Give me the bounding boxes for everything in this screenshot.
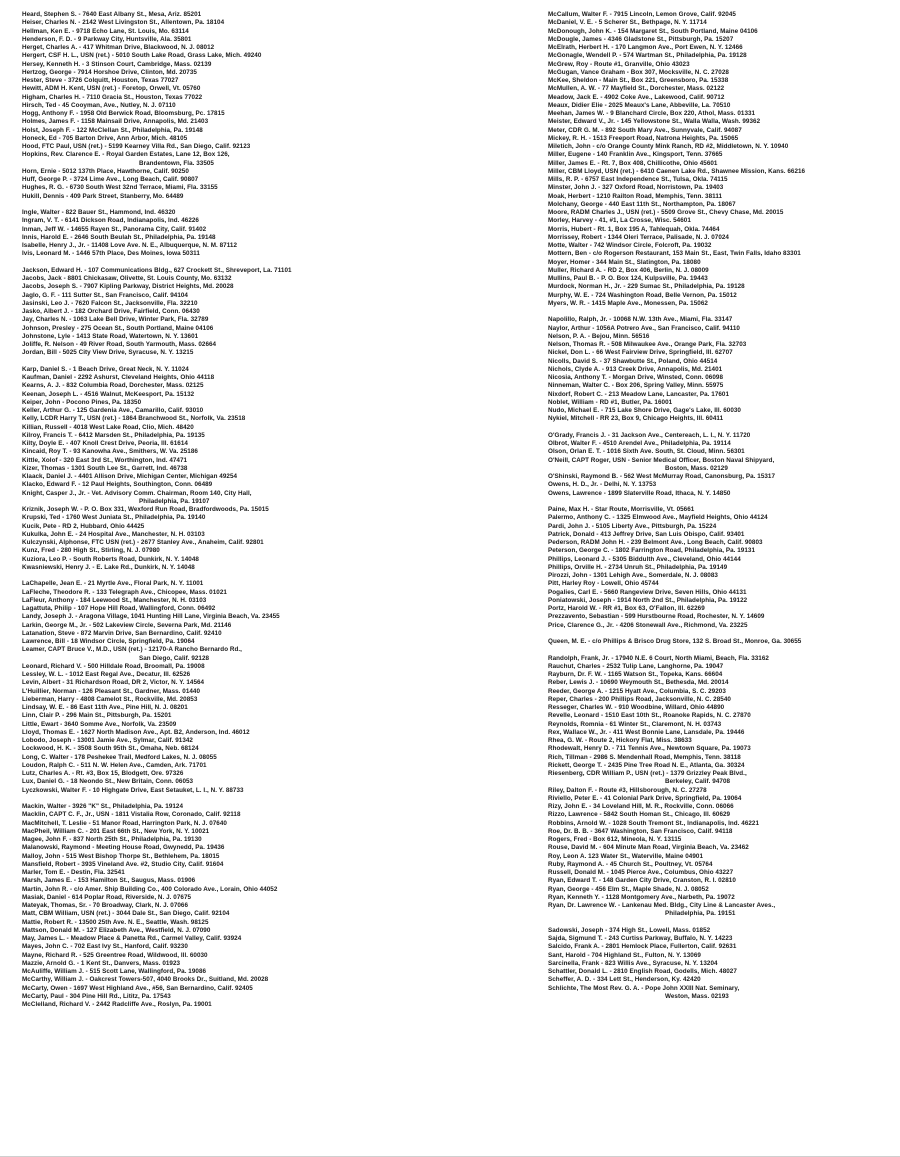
section-gap — [548, 646, 900, 654]
directory-entry: Honeck, Ed - 705 Barton Drive, Ann Arbor, Mich. 48105 — [22, 134, 188, 142]
section-gap — [22, 201, 422, 209]
directory-entry: Schattler, Donald L. - 2810 English Road, Godells, Mich. 48027 — [548, 968, 737, 975]
directory-entry: Meaux, Didier Elie - 2025 Meaux's Lane, Abbeville, La. 70510 — [548, 101, 731, 109]
directory-entry: Keenan, Joseph L. - 4516 Walnut, McKeesport, Pa. 15132 — [22, 390, 195, 398]
directory-entry: Meister, Edward V., Jr. - 145 Yellowstone St., Walla Walla, Wash. 99362 — [548, 118, 761, 126]
directory-entry: Jasinski, Leo J. - 7620 Falcon St., Jacksonville, Fla. 32210 — [22, 299, 198, 307]
directory-entry: MacPheil, William C. - 201 East 66th St., New York, N. Y. 10021 — [22, 827, 210, 835]
directory-entry: Ruby, Raymond A. - 45 Church St., Poultney, Vt. 05764 — [548, 860, 713, 868]
directory-entry: Meter, CDR G. M. - 892 South Mary Ave., Sunnyvale, Calif. 94087 — [548, 126, 742, 134]
directory-entry: Linn, Clair P. - 296 Main St., Pittsburgh, Pa. 15201 — [22, 712, 172, 720]
directory-entry: Rogers, Fred - Box 612, Mineola, N. Y. 13115 — [548, 836, 682, 843]
directory-entry: Kwasniewski, Henry J. - E. Lake Rd., Dunkirk, N. Y. 14048 — [22, 563, 195, 571]
directory-entry: Jay, Charles N. - 1063 Lake Bell Drive, Winter Park, Fla. 32789 — [22, 316, 209, 324]
letter-section — [548, 11, 900, 308]
directory-entry: Herget, Charles A. - 417 Whitman Drive, Blackwood, N. J. 08012 — [22, 44, 215, 51]
directory-entry: LaFleche, Theodore R. - 133 Telegraph Ave., Chicopee, Mass. 01021 — [22, 588, 227, 596]
section-gap — [548, 630, 900, 638]
directory-entry: Inman, Jeff W. - 14655 Rayen St., Panorama City, Calif. 91402 — [22, 225, 207, 233]
directory-entry: Moyer, Homer - 344 Main St., Slatington, Pa. 18080 — [548, 258, 701, 266]
directory-entry: Reper, Charles - 200 Phillips Road, Jacksonville, N. C. 28540 — [548, 695, 731, 703]
directory-entry: Johnson, Presley - 275 Ocean St., South Portland, Maine 04106 — [22, 324, 214, 332]
directory-entry: Kuziora, Leo P. - South Roberts Road, Dunkirk, N. Y. 14048 — [22, 555, 199, 563]
directory-entry: Malanowski, Raymond - Meeting House Road, Gwynedd, Pa. 19436 — [22, 844, 225, 852]
directory-entry: Morris, Hubert - Rt. 1, Box 195 A, Tahlequah, Okla. 74464 — [548, 225, 720, 233]
directory-entry: Ryan, Dr. Lawrence W. - Lankenau Med. Bldg., City Line & Lancaster Aves., — [548, 902, 776, 909]
directory-entry: Henderson, F. D. - 9 Parkway City, Huntsville, Ala. 35801 — [22, 35, 192, 43]
directory-entry: Mansfield, Robert - 3935 Vineland Ave. #2, Studio City, Calif. 91604 — [22, 860, 224, 868]
directory-entry: Hopkins, Rev. Clarence E. - Royal Garden Estates, Lane 12, Box 126, — [22, 151, 230, 159]
directory-entry: McGrew, Roy - Route #1, Granville, Ohio 43023 — [548, 60, 690, 68]
directory-entry: Phillips, Orville H. - 2734 Unruh St., Philadelphia, Pa. 19149 — [548, 563, 728, 571]
directory-entry: Sajda, Sigmund T. - 243 Curtiss Parkway, Buffalo, N. Y. 14223 — [548, 935, 733, 942]
directory-entry: Rich, Tillman - 2986 S. Mendenhall Road, Memphis, Tenn. 38118 — [548, 753, 741, 761]
directory-entry: Salcido, Frank A. - 2801 Hemlock Place, Fullerton, Calif. 92631 — [548, 943, 737, 951]
directory-entry: Mayes, John C. - 702 East Ivy St., Hanford, Calif. 93230 — [22, 943, 188, 951]
directory-entry: Queen, M. E. - c/o Phillips & Brisco Drug Store, 132 S. Broad St., Monroe, Ga. 30655 — [548, 638, 802, 645]
directory-entry: Riley, Dalton F. - Route #3, Hillsborough, N. C. 27278 — [548, 786, 707, 794]
directory-entry: Hellman, Ken E. - 9718 Echo Lane, St. Louis, Mo. 63114 — [22, 27, 189, 35]
directory-entry: Loudon, Ralph C. - 511 N. W. Helen Ave., Camden, Ark. 71701 — [22, 761, 207, 769]
directory-entry: L'Huillier, Norman - 126 Pleasant St., Gardner, Mass. 01440 — [22, 687, 201, 695]
directory-entry: Kearns, A. J. - 832 Columbia Road, Dorchester, Mass. 02125 — [22, 382, 204, 390]
directory-entry: Joliffe, R. Nelson - 49 River Road, South Yarmouth, Mass. 02664 — [22, 341, 217, 348]
directory-entry: Randolph, Frank, Jr. - 17940 N.E. 6 Court, North Miami, Beach, Fla. 33162 — [548, 654, 769, 662]
directory-entry: Murphy, W. E. - 724 Washington Road, Belle Vernon, Pa. 15012 — [548, 291, 737, 299]
directory-entry: McKee, Sheldon - Main St., Box 221, Greensboro, Pa. 15338 — [548, 77, 729, 84]
directory-entry: Kincaid, Roy T. - 93 Kanowha Ave., Smithers, W. Va. 25186 — [22, 448, 198, 456]
directory-entry: McCallum, Walter F. - 7915 Lincoln, Lemon Grove, Calif. 92045 — [548, 11, 736, 18]
directory-entry: Kizer, Thomas - 1301 South Lee St., Garrett, Ind. 46738 — [22, 464, 188, 472]
directory-entry: Mills, R. P. - 6757 East Independence St., Tulsa, Okla. 74115 — [548, 176, 728, 183]
directory-entry: Keller, Arthur G. - 125 Gardenia Ave., Camarillo, Calif. 93010 — [22, 407, 204, 414]
directory-entry: Rouse, David M. - 604 Minute Man Road, Virginia Beach, Va. 23462 — [548, 844, 749, 852]
directory-entry: Scheffer, A. D. - 334 Lett St., Henderson, Ky. 42420 — [548, 976, 701, 984]
directory-entry: Reynolds, Romnia - 61 Winter St., Claremont, N. H. 03743 — [548, 720, 722, 728]
directory-entry: Marler, Tom E. - Destin, Fla. 32541 — [22, 869, 125, 876]
directory-entry: Pogalies, Carl E. - 5660 Rangeview Drive, Seven Hills, Ohio 44131 — [548, 588, 747, 596]
directory-entry: McDonough, John K. - 154 Margaret St., South Portland, Maine 04106 — [548, 27, 758, 35]
directory-entry: Kunz, Fred - 280 High St., Stirling, N. J. 07980 — [22, 547, 160, 555]
section-gap — [22, 259, 422, 267]
directory-entry: Roe, Dr. B. B. - 3647 Washington, San Francisco, Calif. 94118 — [548, 827, 733, 835]
directory-entry: Lux, Daniel G. - 18 Neondo St., New Britain, Conn. 06053 — [22, 778, 194, 786]
directory-entry: McAuliffe, William J. - 515 Scott Lane, Wallingford, Pa. 19086 — [22, 968, 207, 975]
directory-entry: Holst, Joseph F. - 122 McClellan St., Philadelphia, Pa. 19148 — [22, 126, 203, 134]
directory-entry: Mayne, Richard R. - 525 Greentree Road, Wildwood, Ill. 60030 — [22, 951, 208, 959]
directory-entry: May, James L. - Meadow Place & Panetta Rd., Carmel Valley, Calif. 93924 — [22, 935, 242, 942]
directory-entry: Killian, Russell - 4018 West Lake Road, Clio, Mich. 48420 — [22, 423, 194, 431]
directory-entry: Rex, Wallace W., Jr. - 411 West Bonnie Lane, Lansdale, Pa. 19446 — [548, 728, 745, 736]
directory-entry: Jaglo, G. F. - 111 Sutter St., San Francisco, Calif. 94104 — [22, 291, 188, 299]
letter-section — [548, 638, 900, 646]
section-gap — [548, 308, 900, 316]
directory-entry: Keiper, John - Pocono Pines, Pa. 18350 — [22, 398, 142, 406]
directory-entry: Pederson, RADM John H. - 239 Belmont Ave., Long Beach, Calif. 90803 — [548, 539, 763, 546]
directory-entry: Hergert, CSF H. L., USN (ret.) - 5010 South Lake Road, Grass Lake, Mich. 49240 — [22, 52, 262, 60]
directory-entry: Rauchut, Charles - 2532 Tulip Lane, Langhorne, Pa. 19047 — [548, 662, 724, 670]
directory-entry: Resseger, Charles W. - 910 Woodbine, Willard, Ohio 44890 — [548, 704, 725, 711]
directory-entry: Malloy, John - 515 West Bishop Thorpe St., Bethlehem, Pa. 18015 — [22, 852, 220, 860]
directory-entry: Kilroy, Francis T. - 6412 Marsden St., Philadelphia, Pa. 19135 — [22, 431, 205, 439]
directory-entry: Innis, Harold E. - 2646 South Beulah St., Philadelphia, Pa. 19148 — [22, 233, 216, 241]
directory-entry: Minster, John J. - 327 Oxford Road, Norristown, Pa. 19403 — [548, 184, 724, 192]
directory-entry: Pitt, Harley Roy - Lowell, Ohio 45744 — [548, 580, 659, 588]
directory-entry: Ryan, Edward T. - 148 Garden City Drive, Cranston, R. I. 02810 — [548, 877, 736, 885]
directory-entry: Kulczynski, Alphonse, FTC USN (ret.) - 2677 Stanley Ave., Anaheim, Calif. 92801 — [22, 539, 264, 546]
directory-entry: Heard, Stephen S. - 7640 East Albany St., Mesa, Ariz. 85201 — [22, 11, 202, 18]
directory-entry: Motte, Walter - 742 Windsor Circle, Folcroft, Pa. 19032 — [548, 242, 712, 249]
directory-entry: Riesenberg, CDR William P., USN (ret.) - 1379 Grizzley Peak Blvd., — [548, 770, 747, 777]
directory-entry: O'Shinski, Raymond B. - 562 West McMurray Road, Canonsburg, Pa. 15317 — [548, 473, 776, 480]
directory-entry: Nixdorf, Robert C. - 213 Meadow Lane, Lancaster, Pa. 17601 — [548, 390, 730, 398]
entry-continuation: Weston, Mass. 02193 — [665, 992, 729, 1000]
section-gap — [22, 572, 422, 580]
directory-entry: Lieberman, Harry - 4808 Camelot St., Rockville, Md. 20853 — [22, 695, 198, 703]
directory-entry: Prezzavento, Sebastian - 599 Hurstbourne Road, Rochester, N. Y. 14609 — [548, 613, 765, 621]
directory-entry: Kelly, LCDR Harry T., USN (ret.) - 1864 Branchwood St., Norfolk, Va. 23518 — [22, 415, 246, 423]
directory-entry: Marsh, James E. - 153 Hamilton St., Saugus, Mass. 01906 — [22, 877, 196, 885]
directory-entry: Portz, Harold W. - RR #1, Box 63, O'Fallon, Ill. 62269 — [548, 605, 705, 612]
section-gap — [22, 795, 422, 803]
directory-entry: McDougle, James - 4346 Gladstone St., Pittsburgh, Pa. 15207 — [548, 35, 734, 43]
directory-entry: Landy, Joseph J. - Aragona Village, 1041 Hunting Hill Lane, Virginia Beach, Va. 23455 — [22, 613, 280, 621]
section-gap — [548, 424, 900, 432]
entry-continuation: Philadelphia, Pa. 19151 — [665, 910, 736, 918]
letter-section — [22, 803, 422, 1009]
directory-entry: Morley, Harvey - 41, #1, La Crosse, Wisc. 54601 — [548, 217, 691, 225]
directory-entry: MacMitchell, T. Leslie - 51 Manor Road, Harrington Park, N. J. 07640 — [22, 819, 227, 827]
directory-entry: Jasko, Albert J. - 182 Orchard Drive, Fairfield, Conn. 06430 — [22, 308, 200, 315]
directory-entry: Hood, FTC Paul, USN (ret.) - 5199 Kearney Villa Rd., San Diego, Calif. 92123 — [22, 143, 251, 150]
entry-continuation: Boston, Mass. 02129 — [665, 464, 728, 472]
directory-entry: Olson, Orlan E. T. - 1016 Sixth Ave. South, St. Cloud, Minn. 56301 — [548, 448, 745, 456]
directory-entry: Miletich, John - c/o Orange County Mink Ranch, RD #2, Middletown, N. Y. 10940 — [548, 143, 789, 150]
directory-entry: Nicolls, David S. - 37 Shawbutte St., Poland, Ohio 44514 — [548, 357, 718, 365]
entry-continuation: Brandentown, Fla. 33505 — [139, 159, 214, 167]
section-gap — [22, 358, 422, 366]
entry-continuation: Berkeley, Calif. 94708 — [665, 778, 731, 786]
directory-entry: Holmes, James F. - 1158 Mainsail Drive, Annapolis, Md. 21403 — [22, 118, 209, 126]
directory-entry: Sant, Harold - 704 Highland St., Fulton, N. Y. 13069 — [548, 951, 701, 959]
directory-entry: Rizy, John E. - 34 Loveland Hill, M. R., Rockville, Conn. 06066 — [548, 803, 734, 810]
directory-entry: McGonagle, Wendell P. - 574 Wartman St., Philadelphia, Pa. 19128 — [548, 52, 747, 60]
directory-entry: Mickey, R. H. - 1513 Freeport Road, Natrona Heights, Pa. 15065 — [548, 134, 739, 142]
directory-entry: McCarty, Paul - 304 Pine Hill Rd., Lititz, Pa. 17543 — [22, 992, 171, 1000]
entry-continuation: San Diego, Calif. 92128 — [139, 654, 210, 662]
directory-entry: Rhea, G. W. - Route 2, Hickory Flat, Miss. 38633 — [548, 737, 692, 744]
directory-entry: Miller, Eugene - 140 Franklin Ave., Kingsport, Tenn. 37665 — [548, 151, 723, 159]
left-column — [22, 11, 422, 1009]
directory-entry: Karp, Daniel S. - 1 Beach Drive, Great Neck, N. Y. 11024 — [22, 365, 189, 373]
directory-entry: Peterson, George C. - 1802 Farrington Road, Philadelphia, Pa. 19131 — [548, 547, 756, 555]
directory-entry: Heiser, Charles N. - 2142 West Livingston St., Allentown, Pa. 18104 — [22, 19, 225, 27]
directory-entry: Olbrot, Walter F. - 4510 Arendel Ave., Philadelphia, Pa. 19114 — [548, 440, 731, 447]
directory-entry: O'Grady, Francis J. - 31 Jackson Ave., Centereach, L. I., N. Y. 11720 — [548, 431, 751, 439]
directory-entry: Ivis, Leonard M. - 1446 57th Place, Des Moines, Iowa 50311 — [22, 250, 200, 258]
directory-entry: Leamer, CAPT Bruce V., M.D., USN (ret.) - 12170-A Rancho Bernardo Rd., — [22, 646, 242, 654]
directory-entry: Hughes, R. G. - 6730 South West 32nd Terrace, Miami, Fla. 33155 — [22, 184, 218, 192]
directory-entry: Revelle, Leonard - 1510 East 10th St., Roanoke Rapids, N. C. 27870 — [548, 712, 751, 720]
directory-entry: Levin, Albert - 31 Richardson Road, DR 2, Victor, N. Y. 14564 — [22, 679, 205, 687]
directory-entry: Kilty, Doyle E. - 407 Knoll Crest Drive, Peoria, Ill. 61614 — [22, 440, 188, 447]
directory-entry: Nudo, Michael E. - 715 Lake Shore Drive, Gage's Lake, Ill. 60030 — [548, 407, 741, 414]
directory-entry: Nicosia, Anthony T. - Morgan Drive, Winsted, Conn. 06098 — [548, 374, 724, 381]
section-gap — [548, 498, 900, 506]
directory-entry: Martin, John R. - c/o Amer. Ship Building Co., 400 Colorado Ave., Lorain, Ohio 44052 — [22, 885, 278, 893]
directory-entry: McDaniel, V. E. - 5 Scherer St., Bethpage, N. Y. 11714 — [548, 19, 707, 27]
directory-entry: Moore, RADM Charles J., USN (ret.) - 5509 Grove St., Chevy Chase, Md. 20015 — [548, 209, 784, 216]
directory-entry: Ingle, Walter - 822 Bauer St., Hammond, Ind. 46320 — [22, 209, 176, 216]
directory-entry: Phillips, Leonard J. - 5305 Biddulth Ave., Cleveland, Ohio 44144 — [548, 555, 741, 563]
directory-entry: Napolillo, Ralph, Jr. - 10068 N.W. 13th Ave., Miami, Fla. 33147 — [548, 316, 733, 324]
directory-entry: Owens, Lawrence - 1899 Slaterville Road, Ithaca, N. Y. 14850 — [548, 489, 731, 497]
directory-entry: Kriznik, Joseph W. - P. O. Box 331, Wexford Run Road, Bradfordwoods, Pa. 15015 — [22, 506, 269, 513]
directory-entry: Kucik, Pete - RD 2, Hubbard, Ohio 44425 — [22, 522, 145, 530]
directory-entry: Johnstone, Lyle - 1413 State Road, Watertown, N. Y. 13601 — [22, 332, 199, 340]
directory-entry: Lobodo, Joseph - 13001 Jamie Ave., Sylmar, Calif. 91342 — [22, 737, 193, 744]
directory-entry: McElrath, Herbert H. - 170 Langmon Ave., Port Ewen, N. Y. 12466 — [548, 44, 743, 51]
directory-entry: Sadowski, Joseph - 374 High St., Lowell, Mass. 01852 — [548, 926, 711, 934]
directory-entry: Nichols, Clyde A. - 913 Creek Drive, Annapolis, Md. 21401 — [548, 365, 723, 373]
directory-entry: Hukill, Dennis - 409 Park Street, Stanberry, Mo. 64489 — [22, 192, 184, 200]
directory-entry: Rhodewalt, Henry D. - 711 Tennis Ave., Newtown Square, Pa. 19073 — [548, 745, 751, 753]
directory-entry: McClelland, Richard V. - 2442 Radcliffe Ave., Roslyn, Pa. 19001 — [22, 1001, 212, 1008]
directory-entry: Hertzog, George - 7914 Horshoe Drive, Clinton, Md. 20735 — [22, 68, 197, 76]
directory-entry: Lloyd, Thomas E. - 1627 North Madison Ave., Apt. B2, Anderson, Ind. 46012 — [22, 728, 250, 736]
directory-entry: Nickel, Don L. - 66 West Fairview Drive, Springfield, Ill. 62707 — [548, 349, 733, 357]
directory-entry: Leonard, Richard V. - 500 Hilldale Road, Broomall, Pa. 19008 — [22, 662, 205, 670]
directory-entry: Mazzie, Arnold G. - 1 Kent St., Danvers, Mass. 01923 — [22, 959, 181, 967]
directory-entry: McCarthy, William J. - Oakcrest Towers-507, 4040 Brooks Dr., Suitland, Md. 20028 — [22, 976, 269, 984]
directory-entry: LaChapelle, Jean E. - 21 Myrtle Ave., Floral Park, N. Y. 11001 — [22, 580, 204, 588]
directory-entry: Mottern, Ben - c/o Rogerson Restaurant, 153 Main St., East, Twin Falls, Idaho 83301 — [548, 250, 801, 258]
directory-entry: Little, Ewart - 3640 Somme Ave., Norfolk, Va. 23509 — [22, 720, 177, 728]
letter-section — [548, 316, 900, 423]
letter-section — [22, 366, 422, 572]
directory-entry: Jacobs, Joseph S. - 7907 Kipling Parkway, District Heights, Md. 20028 — [22, 283, 234, 291]
section-gap — [548, 919, 900, 927]
directory-entry: Magee, John F. - 837 North 25th St., Philadelphia, Pa. 19130 — [22, 836, 202, 843]
directory-entry: Masiak, Daniel - 614 Poplar Road, Riverside, N. J. 07675 — [22, 893, 192, 901]
directory-entry: Naylor, Arthur - 1056A Potrero Ave., San Francisco, Calif. 94110 — [548, 324, 740, 332]
letter-section — [22, 580, 422, 795]
directory-entry: Lawrence, Bill - 18 Windsor Circle, Springfield, Pa. 19064 — [22, 638, 195, 645]
directory-entry: Huff, George P. - 3724 Lime Ave., Long Beach, Calif. 90807 — [22, 176, 199, 183]
directory-entry: Mateyak, Thomas, Sr. - 70 Broadway, Clark, N. J. 07066 — [22, 902, 189, 909]
directory-entry: Patrick, Donald - 413 Jeffrey Drive, San Luis Obispo, Calif. 93401 — [548, 530, 745, 538]
directory-entry: Macklin, CAPT C. F., Jr., USN - 1811 Vistalia Row, Coronado, Calif. 92118 — [22, 811, 241, 819]
directory-entry: Klaack, Daniel J. - 4401 Allison Drive, Michigan Center, Michigan 49254 — [22, 473, 238, 480]
directory-entry: Lindsay, W. E. - 86 East 11th Ave., Pine Hill, N. J. 08201 — [22, 704, 188, 711]
letter-section — [22, 11, 422, 201]
directory-entry: Sarcinella, Frank - 823 Willis Ave., Syracuse, N. Y. 13204 — [548, 959, 718, 967]
directory-entry: Riviello, Peter E. - 41 Colonial Park Drive, Springfield, Pa. 19064 — [548, 794, 742, 802]
directory-entry: Robbins, Arnold W. - 1028 South Tremont St., Indianapolis, Ind. 46221 — [548, 819, 760, 827]
directory-entry: Klacko, Edward F. - 12 Paul Heights, Southington, Conn. 06489 — [22, 481, 213, 489]
right-column — [548, 11, 900, 1001]
directory-entry: Lutz, Charles A. - Rt. #3, Box 15, Blodgett, Ore. 97326 — [22, 770, 184, 777]
directory-entry: Isabelle, Henry J., Jr. - 11408 Love Ave. N. E., Albuquerque, N. M. 87112 — [22, 242, 238, 249]
directory-entry: Kittle, Xolof - 320 East 3rd St., Worthington, Ind. 47471 — [22, 456, 188, 464]
directory-entry: Jacobs, Jack - 8801 Chickasaw, Olivette, St. Louis County, Mo. 63132 — [22, 275, 232, 282]
directory-entry: O'Neill, CAPT Roger, USN - Senior Medical Officer, Boston Naval Shipyard, — [548, 456, 775, 464]
directory-entry: Mullins, Paul B. - P. O. Box 124, Kulpsville, Pa. 19443 — [548, 275, 708, 282]
directory-entry: Roy, Leon A. 123 Water St., Waterville, Maine 04901 — [548, 852, 704, 860]
directory-entry: Higham, Charles H. - 7110 Gracia St., Houston, Texas 77022 — [22, 93, 203, 101]
directory-entry: Schlichte, The Most Rev. G. A. - Pope John XXIII Nat. Seminary, — [548, 984, 740, 992]
directory-entry: Owens, H. D., Jr. - Delhi, N. Y. 13753 — [548, 481, 657, 489]
directory-entry: Latanation, Steve - 872 Marvin Drive, San Bernardino, Calif. 92410 — [22, 629, 222, 637]
letter-section — [548, 432, 900, 498]
directory-entry: Moak, Herbert - 1210 Railton Road, Memphis, Tenn. 38111 — [548, 192, 723, 200]
directory-entry: Hewitt, ADM H. Kent, USN (ret.) - Foretop, Orwell, Vt. 05760 — [22, 85, 201, 93]
directory-entry: Lockwood, H. K. - 3508 South 95th St., Omaha, Neb. 68124 — [22, 745, 199, 753]
directory-entry: Molchany, George - 440 East 11th St., Northampton, Pa. 18067 — [548, 200, 736, 208]
directory-entry: Murdock, Norman H., Jr. - 229 Sumac St., Philadelphia, Pa. 19128 — [548, 283, 745, 291]
directory-entry: Rayburn, Dr. F. W. - 1165 Watson St., Topeka, Kans. 66604 — [548, 671, 723, 678]
directory-entry: Long, C. Walter - 178 Peshekee Trail, Medford Lakes, N. J. 08055 — [22, 753, 217, 761]
directory-entry: Mattie, Robert R. - 13500 25th Ave. N. E., Seattle, Wash. 98125 — [22, 918, 209, 926]
directory-entry: Paine, Max H. - Star Route, Morrisville, Vt. 05661 — [548, 506, 695, 513]
directory-entry: Miller, James E. - Rt. 7, Box 408, Chillicothe, Ohio 45601 — [548, 159, 718, 167]
entry-continuation: Philadelphia, Pa. 19107 — [139, 497, 210, 505]
directory-entry: Mackin, Walter - 3926 "K" St., Philadelphia, Pa. 19124 — [22, 803, 184, 810]
directory-entry: Hirsch, Ted - 45 Cooyman, Ave., Nutley, N. J. 07110 — [22, 101, 176, 109]
directory-entry: Meehan, James W. - 9 Blanchard Circle, Box 220, Athol, Mass. 01331 — [548, 110, 756, 117]
directory-entry: Ninneman, Walter C. - Box 206, Spring Valley, Minn. 55975 — [548, 382, 724, 390]
directory-entry: Nelson, P. A. - Bejou, Minn. 56516 — [548, 332, 650, 340]
directory-entry: Nelson, Thomas R. - 508 Milwaukee Ave., Orange Park, Fla. 32703 — [548, 341, 747, 348]
directory-entry: Mattson, Donald M. - 127 Elizabeth Ave., Westfield, N. J. 07090 — [22, 926, 211, 934]
directory-entry: Jackson, Edward H. - 107 Communications Bldg., 627 Crockett St., Shreveport, La. 71101 — [22, 266, 292, 274]
directory-entry: LaFleur, Anthony - 184 Leewood St., Manchester, N. H. 03103 — [22, 596, 207, 604]
directory-entry: Reber, Lewis J. - 10690 Weymouth St., Bethesda, Md. 20014 — [548, 679, 729, 687]
directory-entry: Nykiel, Mitchell - RR 23, Box 9, Chicago Heights, Ill. 60411 — [548, 415, 724, 423]
directory-entry: McGugan, Vance Graham - Box 307, Mocksville, N. C. 27028 — [548, 68, 729, 76]
letter-section — [548, 927, 900, 1001]
directory-entry: Poniatowski, Joseph - 1914 North 2nd St., Philadelphia, Pa. 19122 — [548, 596, 748, 604]
directory-entry: Horn, Ernie - 5012 137th Place, Hawthorne, Calif. 90250 — [22, 167, 189, 175]
directory-entry: Jordan, Bill - 5025 City View Drive, Syracuse, N. Y. 13215 — [22, 349, 194, 357]
directory-entry: McMullen, A. W. - 77 Mayfield St., Dorchester, Mass. 02122 — [548, 85, 725, 93]
directory-entry: Palermo, Anthony C. - 1325 Elmwood Ave., Mayfield Heights, Ohio 44124 — [548, 514, 768, 522]
directory-entry: Knight, Casper J., Jr. - Vet. Advisory Comm. Chairman, Room 140, City Hall, — [22, 489, 252, 497]
directory-entry: Rickett, George T. - 2435 Pine Tree Road N. E., Atlanta, Ga. 30324 — [548, 761, 745, 769]
directory-entry: Lyczkowski, Walter F. - 10 Highgate Drive, East Setauket, L. I., N. Y. 88733 — [22, 786, 244, 794]
directory-entry: Ryan, George - 456 Elm St., Maple Shade, N. J. 08052 — [548, 885, 709, 893]
directory-entry: Lessley, W. L. - 1012 East Regal Ave., Decatur, Ill. 62526 — [22, 671, 191, 678]
directory-entry: Ryan, Kenneth Y. - 1128 Montgomery Ave., Narbeth, Pa. 19072 — [548, 893, 735, 901]
directory-entry: Price, Clarence G., Jr. - 4206 Stonewall Ave., Richmond, Va. 23225 — [548, 621, 748, 629]
directory-entry: Pirozzi, John - 1301 Lehigh Ave., Somerdale, N. J. 08083 — [548, 572, 718, 579]
directory-entry: Russell, Donald M. - 1045 Pierce Ave., Columbus, Ohio 43227 — [548, 869, 734, 876]
directory-entry: Kukulka, John E. - 24 Hospital Ave., Manchester, N. H. 03103 — [22, 530, 205, 538]
letter-section — [548, 506, 900, 630]
directory-entry: Noblet, William - RD #1, Butler, Pa. 16001 — [548, 398, 673, 406]
directory-entry: Hersey, Kenneth H. - 3 Stinson Court, Cambridge, Mass. 02139 — [22, 60, 212, 68]
directory-entry: Reeder, George A. - 1215 Hyatt Ave., Columbia, S. C. 29203 — [548, 687, 726, 695]
directory-entry: Meadow, Jack E. - 4902 Coke Ave., Lakewood, Calif. 90712 — [548, 93, 725, 101]
directory-entry: McCarty, Owen - 1697 West Highland Ave., #56, San Bernardino, Calif. 92405 — [22, 984, 253, 992]
directory-entry: Morrissey, Robert - 1344 Oleri Terrace, Palisade, N. J. 07024 — [548, 233, 729, 241]
letter-section — [548, 655, 900, 919]
directory-entry: Matt, CBM William, USN (ret.) - 3044 Dale St., San Diego, Calif. 92104 — [22, 910, 230, 918]
directory-entry: Kaufman, Daniel - 2292 Ashurst, Cleveland Heights, Ohio 44118 — [22, 374, 215, 381]
directory-entry: Lagattuta, Philip - 107 Hope Hill Road, Wallingford, Conn. 06492 — [22, 605, 216, 612]
directory-entry: Muller, Richard A. - RD 2, Box 406, Berlin, N. J. 08009 — [548, 266, 709, 274]
directory-entry: Miller, CBM Lloyd, USN (ret.) - 6410 Caenen Lake Rd., Shawnee Mission, Kans. 66216 — [548, 167, 806, 175]
directory-entry: Ingram, V. T. - 6141 Dickson Road, Indianapolis, Ind. 46226 — [22, 217, 199, 225]
directory-entry: Larkin, George M., Jr. - 502 Lakeview Circle, Severna Park, Md. 21146 — [22, 621, 232, 629]
directory-entry: Hogg, Anthony F. - 1958 Old Berwick Road, Bloomsburg, Pc. 17815 — [22, 110, 225, 117]
directory-entry: Rizzo, Lawrence - 5842 South Homan St., Chicago, Ill. 60629 — [548, 811, 731, 819]
letter-section — [22, 209, 422, 259]
directory-entry: Pardi, John J. - 5105 Liberty Ave., Pittsburgh, Pa. 15224 — [548, 522, 717, 530]
directory-entry: Hester, Steve - 3726 Colquitt, Houston, Texas 77027 — [22, 77, 179, 84]
directory-entry: Myers, W. R. - 1415 Maple Ave., Monessen, Pa. 15062 — [548, 299, 708, 307]
letter-section — [22, 267, 422, 358]
directory-entry: Krupski, Ted - 1760 West Juniata St., Philadelphia, Pa. 19140 — [22, 514, 206, 522]
